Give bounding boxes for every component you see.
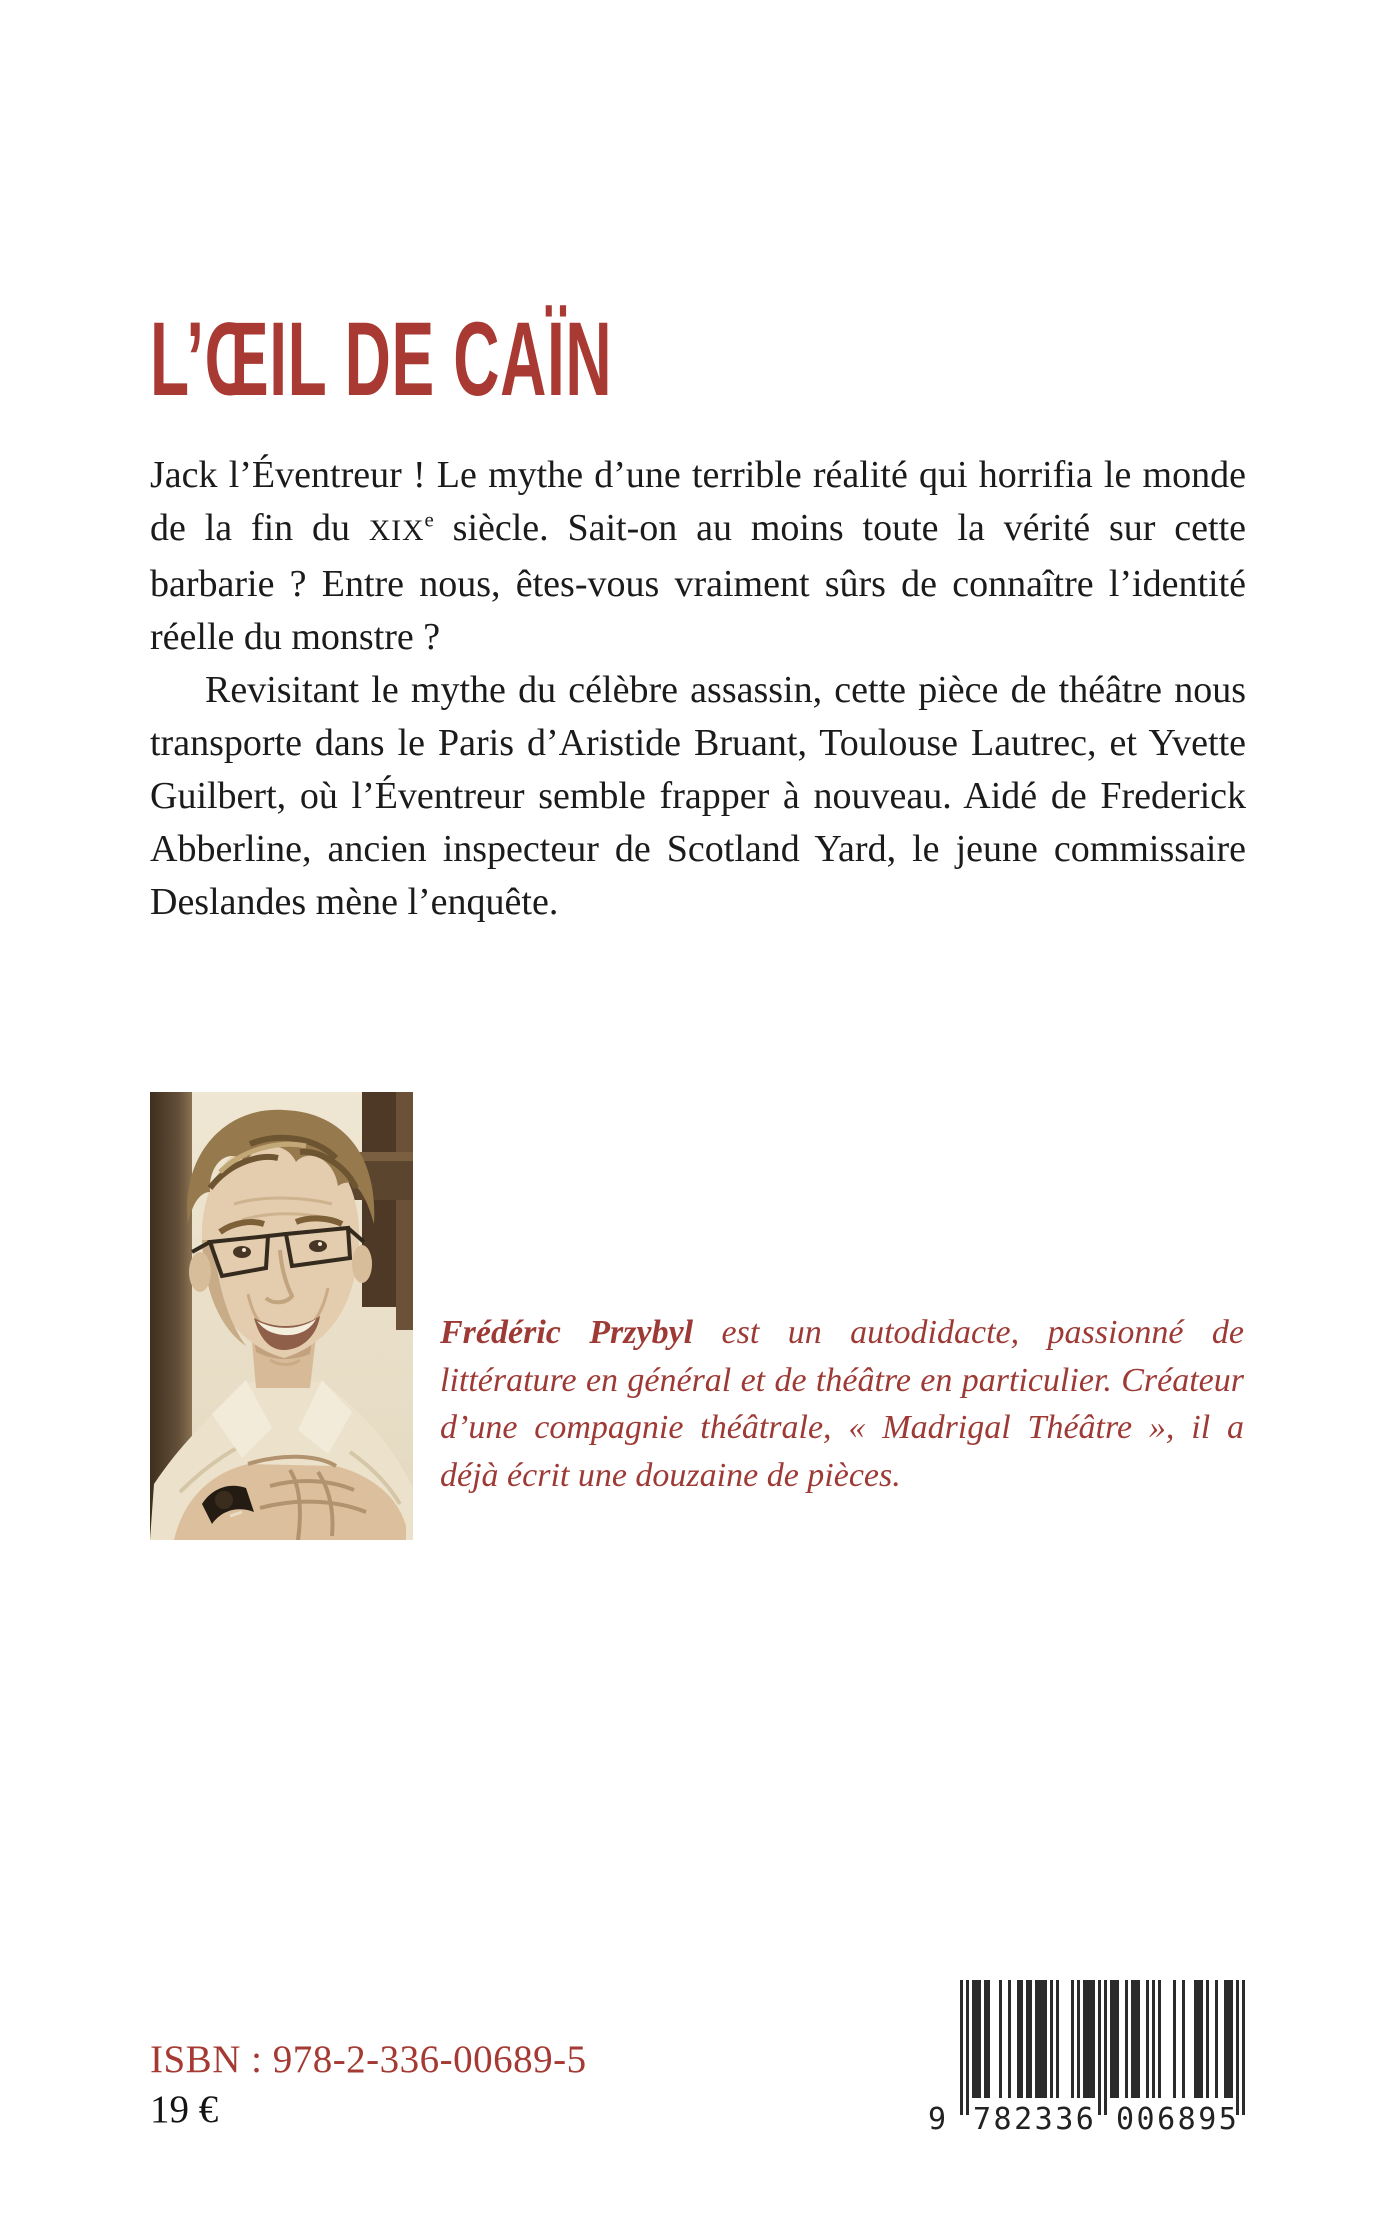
author-portrait-illustration (150, 1092, 413, 1540)
author-photo (150, 1092, 413, 1540)
author-bio (440, 1309, 1244, 1499)
barcode-digit-first: 9 (928, 2102, 947, 2137)
barcode-digits-left: 782336 (973, 2102, 1097, 2137)
synopsis-p1-text-after: siècle. Sait-on au moins toute la vérité sur cette barbarie ? Entre nous, êtes-vous vraiment sûrs de connaître l’identité réelle du monstre ? (150, 507, 1246, 658)
synopsis-paragraph-1 (150, 449, 1246, 664)
book-title: L’ŒIL DE CAÏN (150, 301, 613, 419)
price-label: 19 € (150, 2088, 219, 2131)
roman-numeral-century: XIX (368, 515, 425, 547)
ean13-barcode (960, 1980, 1245, 2115)
synopsis-paragraph-2: Revisitant le mythe du célèbre assassin, cette pièce de théâtre nous transporte dans le Paris d’Aristide Bruant, Toulouse Lautrec, et Yvette Guilbert, où l’Éventreur semble frapper à nouveau. Aidé de Frederick Abberline, ancien inspecteur de Scotland Yard, le jeune commissaire Deslandes mène l’enquête. (150, 669, 1246, 923)
century-superscript: e (424, 507, 434, 532)
author-bio-text: est un autodidacte, passionné de littérature en général et de théâtre en particulier. Créateur d’une compagnie théâtrale, « Madrigal Théâtre », il a déjà écrit une douzaine de pièces. (440, 1314, 1244, 1494)
synopsis-block (150, 449, 1246, 929)
author-name: Frédéric Przybyl (440, 1314, 694, 1351)
synopsis-p1-text: Jack l’Éventreur ! Le mythe d’une terrible réalité qui horrifia le monde de la fin du (150, 454, 1246, 549)
isbn-label: ISBN : 978-2-336-00689-5 (150, 2038, 587, 2081)
barcode-digits-right: 006895 (1116, 2102, 1240, 2137)
